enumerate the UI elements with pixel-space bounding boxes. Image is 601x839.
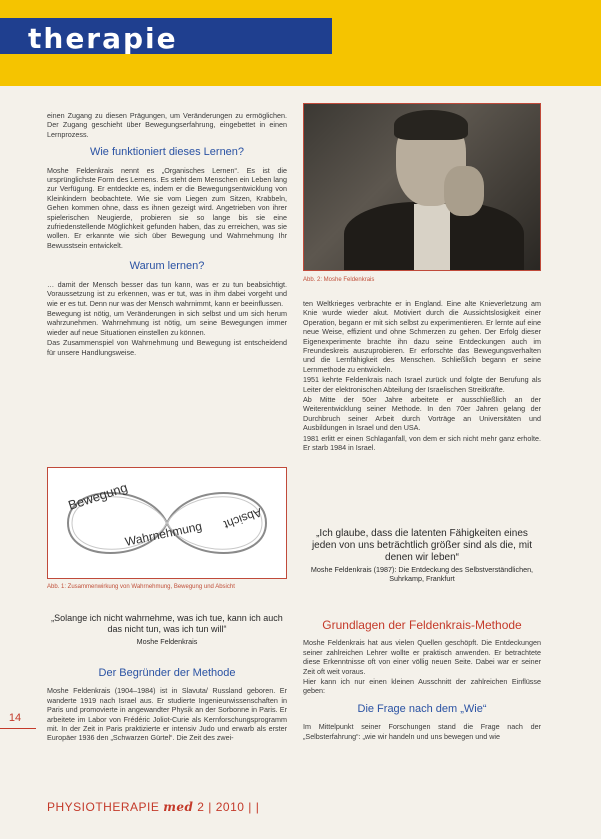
portrait-photo bbox=[303, 103, 541, 271]
quote-author: Moshe Feldenkrais bbox=[136, 637, 198, 646]
infinity-diagram bbox=[47, 467, 287, 579]
paragraph: … damit der Mensch besser das tun kann, was er zu tun beabsichtigt. Voraussetzung ist zu erkennen, was er tut, was in ihm dabei vorgeht und wie er es tut. Denn nur was der Mensch wahrnimmt, kann er beeinflussen. bbox=[47, 279, 287, 308]
paragraph: 1981 erlitt er einen Schlaganfall, von dem er sich nicht mehr ganz erholte. Er starb 1984 in Israel. bbox=[303, 433, 541, 453]
paragraph: Hier kann ich nur einen kleinen Ausschnitt der zahlreichen Einflüsse geben: bbox=[303, 677, 541, 696]
intro-paragraph: einen Zugang zu diesen Prägungen, um Veränderungen zu ermöglichen. Der Zugang geschieht über Bewegungserfahrung, eingebettet in einen Lernprozess. bbox=[47, 111, 287, 139]
paragraph: ten Weltkrieges verbrachte er in England. Eine alte Knieverletzung am Knie wurde wieder akut. Motiviert durch die Aussichtslosigkeit einer Operation, begann er mit sich selbst zu experimentieren. Er lernte auf eine neue Weise, effizient und ohne Schmerzen zu gehen. Der Erfolg dieser Eigenexperimente brachte ihn dazu seine Entdeckungen auch im Freundeskreis auszuprobieren. Er erforschte das Bewegungsverhalten und die Lernfähigkeit des Menschen. Schließlich begann er seine Lernmethode zu entwickeln. bbox=[303, 299, 541, 374]
journal-name: PHYSIOTHERAPIE bbox=[47, 800, 160, 814]
paragraph: Moshe Feldenkrais (1904–1984) ist in Slavuta/ Russland geboren. Er wanderte 1919 nach Israel aus. Er studierte Ingenieurwissenschaften in Paris und promovierte in angewandter Physik an der Sorbonne in Paris. Er arbeitete im Labor von Frédéric Joliot-Curie als Kernforschungsprogramm mit. In der Zeit in Paris praktizierte er intensiv Judo und erwarb als erster Europäer 1936 den „Schwarzen Gürtel“. Die Zeit des zwei- bbox=[47, 686, 287, 743]
left-column bbox=[47, 111, 287, 358]
diagram-label-wahrnehmung: Wahrnehmung bbox=[123, 518, 204, 549]
section-title: therapie bbox=[28, 22, 178, 55]
journal-med: med bbox=[163, 800, 194, 814]
pull-quote-left bbox=[47, 613, 287, 647]
right-column-bottom bbox=[303, 613, 541, 742]
heading-why-learn: Warum lernen? bbox=[129, 260, 205, 273]
paragraph: 1951 kehrte Feldenkrais nach Israel zurück und folgte der Berufung als Leiter der elektronischen Abteilung der Israelischen Streitkräfte. bbox=[303, 375, 541, 394]
quote-source: Moshe Feldenkrais (1987): Die Entdeckung des Selbstverständlichen, Suhrkamp, Frankfurt bbox=[310, 565, 534, 584]
quote-text: „Solange ich nicht wahrnehme, was ich tue, kann ich auch das nicht tun, was ich tun will“ bbox=[51, 613, 283, 634]
paragraph: Ab Mitte der 50er Jahre arbeitete er ausschließlich an der Weiterentwicklung seiner Methode. In den 70er Jahren gelang der Durchbruch seiner Arbeit durch Vorträge an Universitäten und Ausbildungen in Israel und den USA. bbox=[303, 395, 541, 433]
heading-founder: Der Begründer der Methode bbox=[98, 667, 236, 679]
footer bbox=[47, 800, 259, 814]
quote-text: „Ich glaube, dass die latenten Fähigkeiten eines jeden von uns beträchtlich größer sind als die, mit denen wir leben“ bbox=[311, 528, 533, 563]
heading-how-learning-works: Wie funktioniert dieses Lernen? bbox=[89, 146, 245, 159]
heading-question-how: Die Frage nach dem „Wie“ bbox=[357, 702, 487, 715]
pull-quote-right bbox=[303, 528, 541, 584]
diagram-label-absicht: Absicht bbox=[221, 505, 264, 532]
paragraph: Bewegung ist nötig, um Veränderungen in sich selbst und um sich herum wahrzunehmen. Wahrnehmung ist nötig, um seine Bewegungen immer wieder auf neue Situationen einstellen zu können. bbox=[47, 308, 287, 337]
paragraph: Moshe Feldenkrais hat aus vielen Quellen geschöpft. Die Entdeckungen seiner zahlreichen Lehrer wollte er praktisch anwenden. Er betrachtete diese Erkenntnisse oft von einer völlig neuen Seite. Dabei war er seiner Zeit oft weit voraus. bbox=[303, 638, 541, 676]
issue-number: 2 | 2010 | | bbox=[197, 800, 260, 814]
page-number: 14 bbox=[8, 712, 22, 724]
diagram-caption: Abb. 1: Zusammenwirkung von Wahrnehmung, Bewegung und Absicht bbox=[47, 584, 235, 590]
paragraph: Das Zusammenspiel von Wahrnehmung und Bewegung ist entscheidend für unsere Handlungsweise. bbox=[47, 338, 287, 357]
heading-fundamentals: Grundlagen der Feldenkrais-Methode bbox=[322, 618, 522, 632]
right-column bbox=[303, 299, 541, 454]
photo-caption: Abb. 2: Moshe Feldenkrais bbox=[303, 277, 375, 283]
infinity-loop-graphic bbox=[48, 468, 286, 578]
paragraph: Im Mittelpunkt seiner Forschungen stand die Frage nach der „Selbsterfahrung“: „wie wir handeln und uns bewegen und wie bbox=[303, 722, 541, 741]
left-column-bottom bbox=[47, 660, 287, 744]
diagram-label-bewegung: Bewegung bbox=[66, 479, 130, 513]
page-number-rule bbox=[0, 728, 36, 729]
paragraph: Moshe Feldenkrais nennt es „Organisches Lernen“. Es ist die ursprünglichste Form des Lernens. Es steht dem Menschen ein Leben lang zur Verfügung. Er entdeckte es, indem er die Bewegungsentwicklung von Kleinkindern beobachtete. Wie sie vom Liegen zum Sitzen, Krabbeln, Gehen kommen ohne, dass es ihnen gezeigt wird. Angetrieben von ihrer spielerischen Neugierde, probieren sie so lange bis sie eine zufriedenstellende Möglichkeit gefunden haben, das zu erreichen, was sie wollen. Er erkannte wie sich über Bewegung und Wahrnehmung Ihr Bewusstsein entwickelt. bbox=[47, 165, 287, 250]
